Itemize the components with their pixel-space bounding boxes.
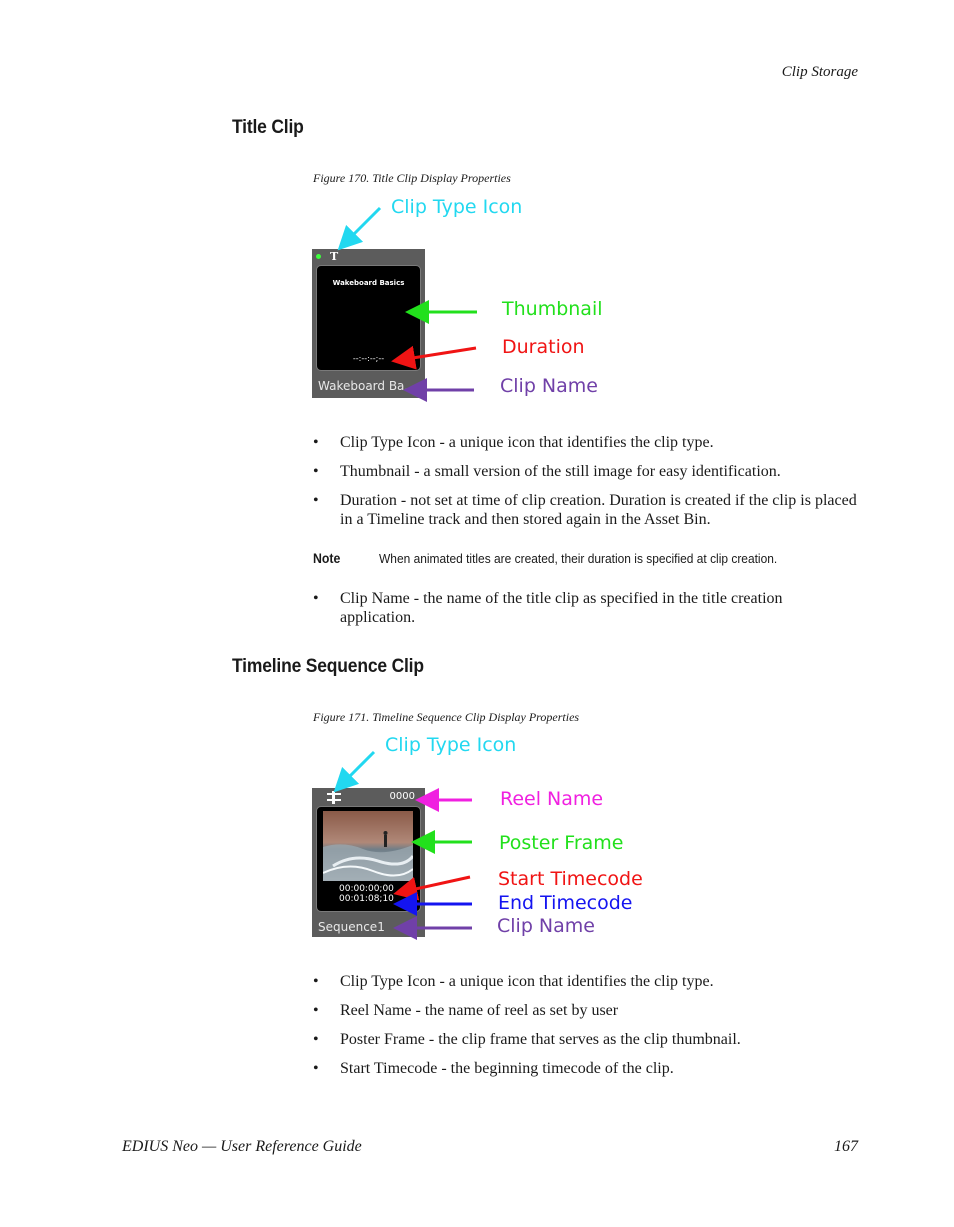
section-heading-title-clip: Title Clip (232, 117, 304, 138)
reel-name-readout: 0000 (389, 791, 415, 802)
arrow-clip-type-icon (344, 208, 380, 244)
note-label: Note (313, 550, 341, 566)
sequence-clip-name: Sequence1 (318, 920, 385, 934)
arrow-duration (400, 348, 476, 360)
label-end-timecode: End Timecode (498, 892, 633, 914)
title-type-icon: T (330, 250, 339, 263)
label-clip-type-icon: Clip Type Icon (391, 196, 523, 218)
bullet-item: • Clip Type Icon - a unique icon that identifies the clip type. (313, 433, 858, 452)
bullet-item: • Reel Name - the name of reel as set by user (313, 1001, 858, 1020)
figure-caption-171: Figure 171. Timeline Sequence Clip Display Properties (313, 710, 580, 724)
label-clip-type-icon-2: Clip Type Icon (385, 734, 517, 756)
bullet-item: • Thumbnail - a small version of the still image for easy identification. (313, 462, 858, 481)
footer-page-number: 167 (834, 1138, 858, 1155)
figure-caption-170: Figure 170. Title Clip Display Properties (313, 171, 511, 185)
label-start-timecode: Start Timecode (498, 868, 643, 890)
figure-title-clip (312, 192, 612, 402)
arrow-clip-type-icon-2 (340, 752, 374, 786)
bullet-item: • Start Timecode - the beginning timecode of the clip. (313, 1059, 858, 1078)
title-clip-bullets (313, 433, 858, 539)
annotation-arrows (312, 192, 612, 402)
clip-name-label: Wakeboard Ba... (318, 379, 416, 393)
title-clip-bullets-after-note (313, 589, 858, 637)
bullet-item: • Poster Frame - the clip frame that serves as the clip thumbnail. (313, 1030, 858, 1049)
label-duration: Duration (502, 336, 585, 358)
running-head: Clip Storage (781, 64, 858, 80)
end-timecode: 00:01:08;10 (339, 894, 394, 904)
section-heading-timeline-sequence-clip: Timeline Sequence Clip (232, 656, 424, 677)
label-thumbnail: Thumbnail (502, 298, 603, 320)
bullet-item: • Duration - not set at time of clip creation. Duration is created if the clip is placed in a Timeline track and then stored again in the Asset Bin. (313, 491, 858, 529)
duration-readout: --:--:--;-- (352, 354, 385, 363)
note-text: When animated titles are created, their duration is specified at clip creation. (379, 551, 778, 566)
label-poster-frame: Poster Frame (499, 832, 624, 854)
timeline-clip-bullets (313, 972, 858, 1088)
label-clip-name-2: Clip Name (497, 915, 595, 937)
start-timecode: 00:00:00;00 (339, 884, 394, 894)
label-clip-name: Clip Name (500, 375, 598, 397)
bullet-item: • Clip Type Icon - a unique icon that identifies the clip type. (313, 972, 858, 991)
arrow-start-timecode (402, 877, 470, 892)
footer-guide-title: EDIUS Neo — User Reference Guide (122, 1138, 362, 1155)
label-reel-name: Reel Name (500, 788, 604, 810)
thumbnail-title-text: Wakeboard Basics (332, 279, 405, 287)
bullet-item: • Clip Name - the name of the title clip as specified in the title creation application. (313, 589, 858, 627)
